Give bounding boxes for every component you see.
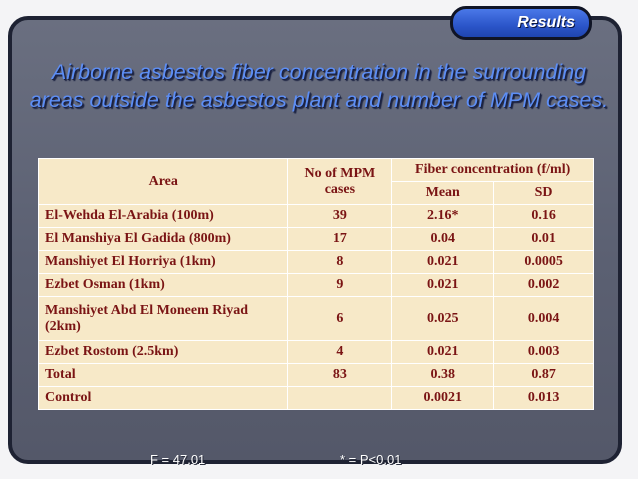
cell-area: Total	[39, 364, 288, 387]
cell-mean: 0.0021	[392, 387, 494, 410]
cell-area: El-Wehda El-Arabia (100m)	[39, 205, 288, 228]
cell-mean: 0.021	[392, 251, 494, 274]
cell-sd: 0.003	[494, 341, 594, 364]
header-sd: SD	[494, 182, 594, 205]
cell-area: Ezbet Rostom (2.5km)	[39, 341, 288, 364]
table-row	[39, 274, 594, 297]
header-fiber-concentration: Fiber concentration (f/ml)	[392, 159, 594, 182]
results-table	[38, 158, 594, 410]
table-row	[39, 228, 594, 251]
cell-mpm	[288, 387, 392, 410]
cell-mpm: 4	[288, 341, 392, 364]
results-tab	[450, 6, 592, 40]
cell-sd: 0.004	[494, 297, 594, 341]
table-row	[39, 251, 594, 274]
table-row	[39, 387, 594, 410]
table-row	[39, 364, 594, 387]
cell-mpm: 6	[288, 297, 392, 341]
cell-sd: 0.16	[494, 205, 594, 228]
f-statistic: F = 47.01	[150, 452, 206, 467]
cell-mpm: 17	[288, 228, 392, 251]
p-value-note: * = P<0.01	[340, 452, 402, 467]
cell-mean: 2.16*	[392, 205, 494, 228]
cell-mean: 0.38	[392, 364, 494, 387]
cell-area: Control	[39, 387, 288, 410]
cell-sd: 0.013	[494, 387, 594, 410]
header-mpm-cases: No of MPM cases	[288, 159, 392, 205]
cell-mean: 0.04	[392, 228, 494, 251]
cell-sd: 0.002	[494, 274, 594, 297]
table-row	[39, 205, 594, 228]
cell-mpm: 8	[288, 251, 392, 274]
cell-mean: 0.021	[392, 341, 494, 364]
cell-area: Manshiyet El Horriya (1km)	[39, 251, 288, 274]
header-row-1	[39, 159, 594, 182]
cell-mpm: 9	[288, 274, 392, 297]
cell-mpm: 39	[288, 205, 392, 228]
cell-mpm: 83	[288, 364, 392, 387]
results-tab-label: Results	[517, 14, 575, 31]
slide-title: Airborne asbestos fiber concentration in the surrounding areas outside the asbestos plant and number of MPM cases.	[29, 60, 609, 112]
table-row	[39, 341, 594, 364]
cell-area: Manshiyet Abd El Moneem Riyad (2km)	[39, 297, 288, 341]
cell-area: Ezbet Osman (1km)	[39, 274, 288, 297]
cell-sd: 0.01	[494, 228, 594, 251]
cell-area: El Manshiya El Gadida (800m)	[39, 228, 288, 251]
cell-sd: 0.87	[494, 364, 594, 387]
cell-mean: 0.025	[392, 297, 494, 341]
cell-mean: 0.021	[392, 274, 494, 297]
cell-sd: 0.0005	[494, 251, 594, 274]
header-area: Area	[39, 159, 288, 205]
table-row	[39, 297, 594, 341]
header-mean: Mean	[392, 182, 494, 205]
